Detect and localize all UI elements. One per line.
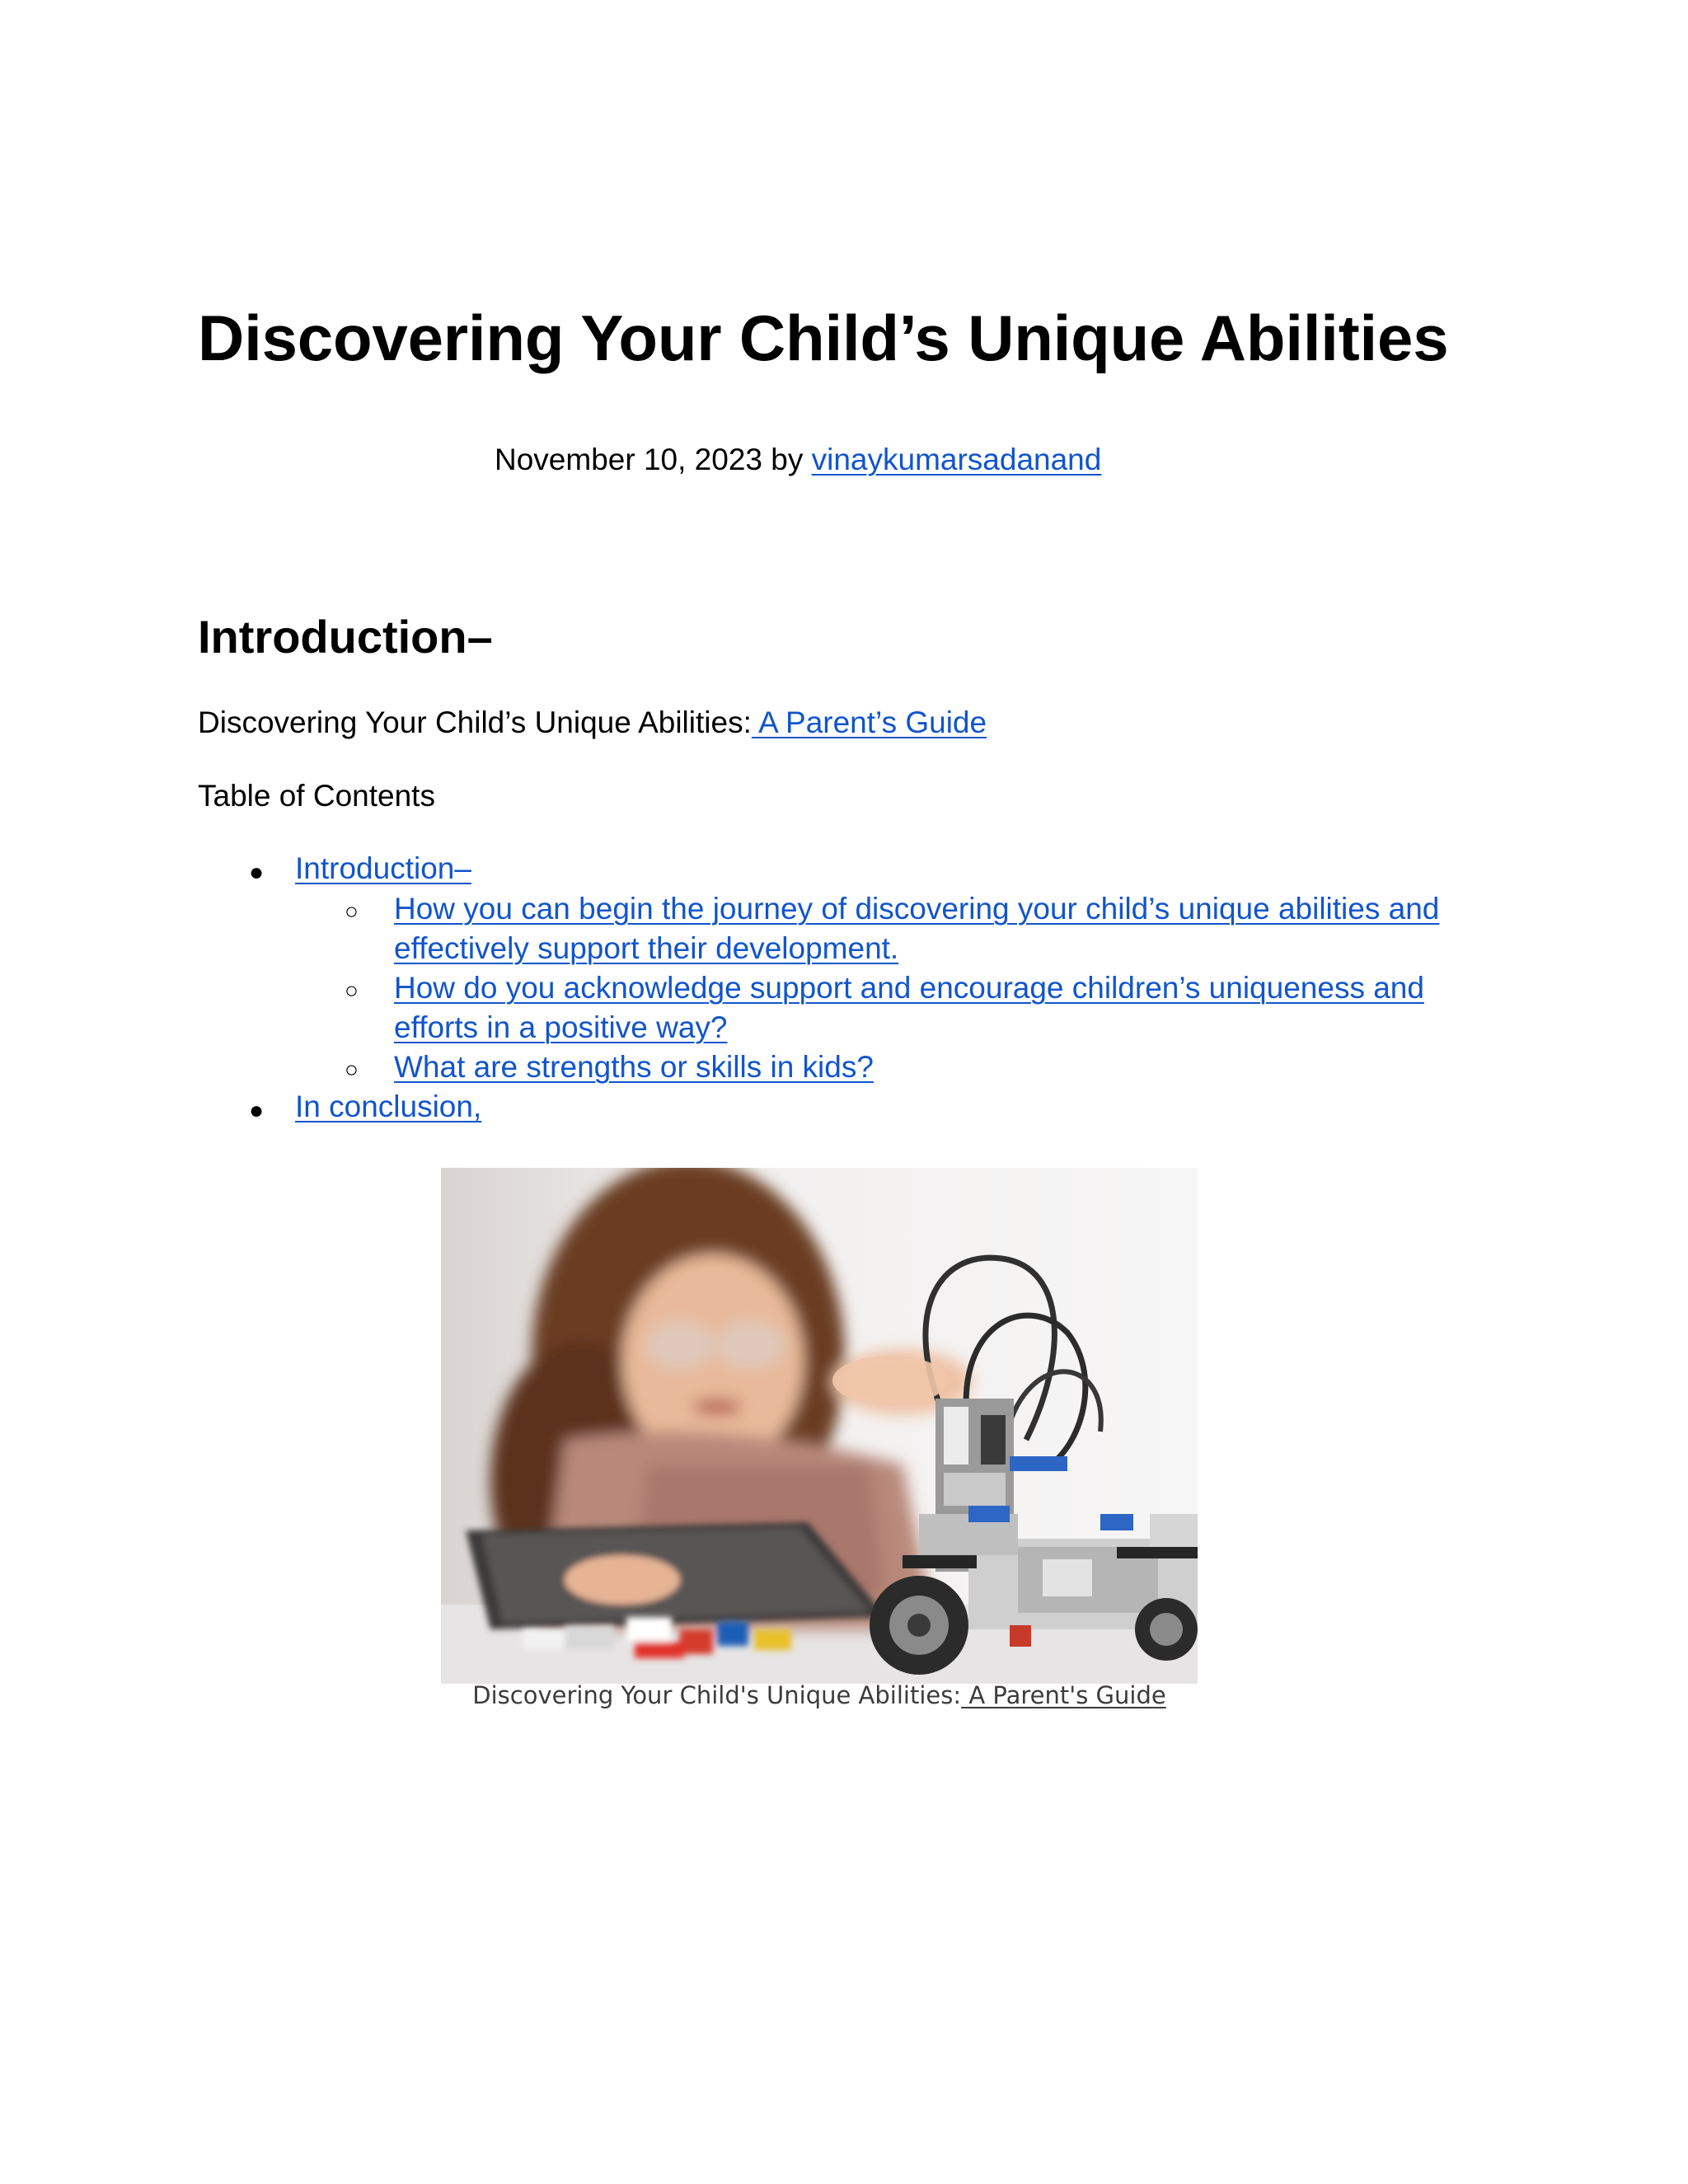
article-byline	[495, 442, 1101, 478]
byline-by: by	[771, 443, 804, 476]
author-link[interactable]: vinaykumarsadanand	[811, 443, 1102, 476]
toc-bullet-hollow-icon: ○	[345, 1057, 359, 1082]
toc-bullet-filled-icon: ●	[249, 1097, 265, 1124]
toc-bullet-hollow-icon: ○	[345, 977, 359, 1003]
hero-image	[441, 1168, 1198, 1684]
toc-subitem-acknowledge-line2[interactable]: efforts in a positive way?	[394, 1010, 728, 1044]
subtitle-link[interactable]: A Parent’s Guide	[751, 705, 987, 739]
publish-date: November 10, 2023	[495, 443, 762, 476]
caption-text: Discovering Your Child's Unique Abilities:	[472, 1681, 962, 1709]
figure-caption	[441, 1681, 1198, 1710]
toc-item-introduction[interactable]: Introduction–	[295, 851, 471, 885]
intro-subtitle	[198, 705, 987, 741]
toc-bullet-filled-icon: ●	[249, 859, 265, 886]
toc-subitem-strengths[interactable]: What are strengths or skills in kids?	[394, 1050, 874, 1084]
subtitle-text: Discovering Your Child’s Unique Abilities:	[198, 705, 752, 739]
toc-item-conclusion[interactable]: In conclusion,	[295, 1090, 482, 1123]
toc-subitem-acknowledge-line1[interactable]: How do you acknowledge support and encourage children’s uniqueness and	[394, 971, 1424, 1005]
caption-link: A Parent's Guide	[961, 1681, 1166, 1709]
section-heading-introduction: Introduction–	[198, 611, 493, 663]
toc-bullet-hollow-icon: ○	[345, 898, 359, 924]
toc-subitem-journey-line2[interactable]: effectively support their development.	[394, 931, 899, 965]
toc-heading: Table of Contents	[198, 779, 435, 813]
toc-subitem-journey-line1[interactable]: How you can begin the journey of discovering your child’s unique abilities and	[394, 892, 1440, 926]
article-title: Discovering Your Child’s Unique Abilities	[198, 302, 1449, 374]
